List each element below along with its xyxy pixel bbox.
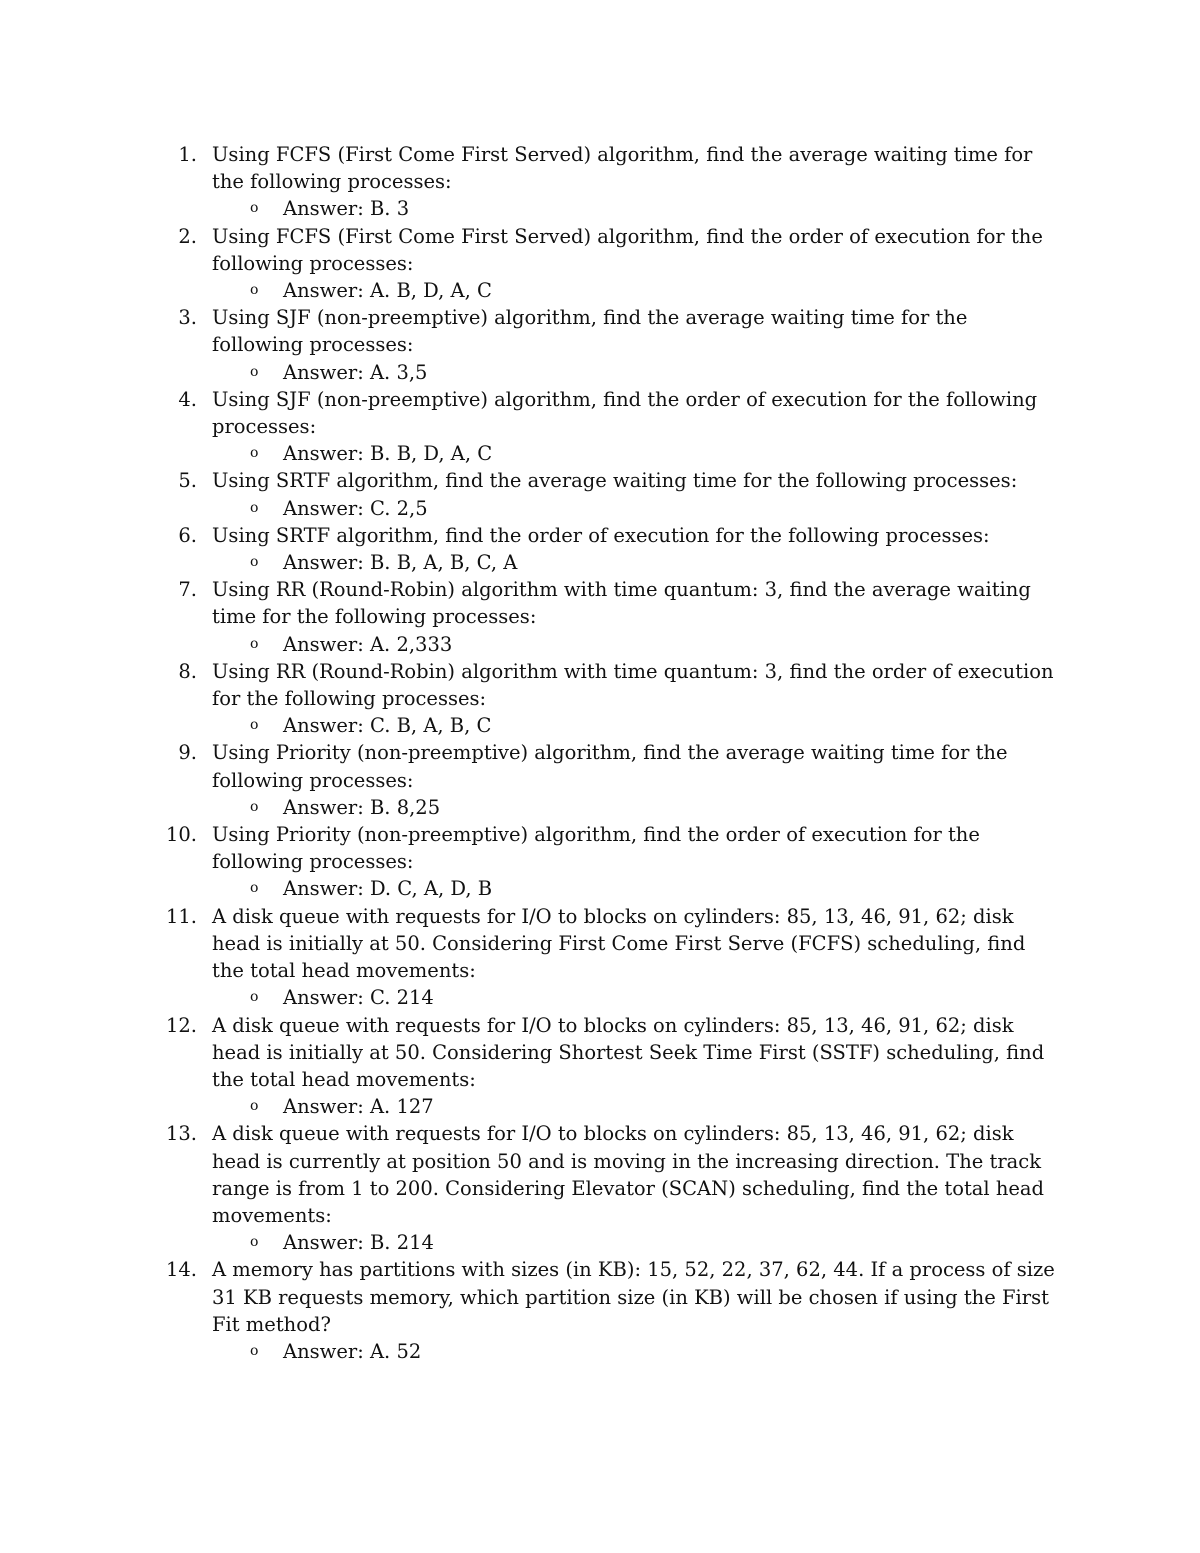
question-text: Using SJF (non-preemptive) algorithm, find the average waiting time for the following processes: [212,306,968,357]
question-number: 4. [178,387,197,411]
bullet-icon: o [250,1234,259,1251]
bullet-icon: o [250,1342,259,1359]
answer-line [250,631,1200,658]
answer-text: Answer: D. C, A, D, B [283,877,493,901]
question-line [0,1012,1200,1094]
bullet-icon: o [250,200,259,217]
question-item [0,467,1200,521]
question-text: Using RR (Round-Robin) algorithm with time quantum: 3, find the average waiting time for the following processes: [212,578,1031,629]
question-line [0,576,1200,630]
answer-line [250,712,1200,739]
answer-text: Answer: A. B, D, A, C [283,279,492,303]
bullet-icon: o [250,554,259,571]
answer-line [250,495,1200,522]
question-number: 14. [165,1258,197,1282]
answer-text: Answer: A. 52 [283,1339,422,1363]
answer-line [250,277,1200,304]
question-item [0,576,1200,658]
question-text: Using RR (Round-Robin) algorithm with time quantum: 3, find the order of execution for the following processes: [212,659,1054,711]
question-number: 13. [165,1122,197,1146]
answer-text: Answer: B. B, D, A, C [283,442,493,466]
question-text: Using FCFS (First Come First Served) algorithm, find the order of execution for the following processes: [212,224,1043,275]
question-number: 12. [165,1013,197,1037]
question-item [0,1256,1200,1365]
answer-line [250,1338,1200,1365]
answer-text: Answer: B. 3 [283,197,410,221]
question-text: A disk queue with requests for I/O to blocks on cylinders: 85, 13, 46, 91, 62; disk head is initially at 50. Considering First Come First Serve (FCFS) scheduling, find the total head movements: [212,904,1026,983]
question-number: 6. [178,523,197,547]
bullet-icon: o [250,717,259,734]
bullet-icon: o [250,635,259,652]
question-text: Using SRTF algorithm, find the average waiting time for the following processes: [212,469,1018,493]
answer-line [250,440,1200,467]
question-line [0,1120,1200,1229]
question-line [0,739,1200,793]
bullet-icon: o [250,989,259,1006]
question-number: 2. [178,224,197,248]
question-line [0,903,1200,985]
question-text: A memory has partitions with sizes (in KB): 15, 52, 22, 37, 62, 44. If a process of size 31 KB requests memory, which partition size (in KB) will be chosen if using the First Fit method? [212,1258,1055,1336]
question-line [0,1256,1200,1338]
question-text: Using SJF (non-preemptive) algorithm, find the order of execution for the following processes: [212,387,1038,439]
answer-line [250,875,1200,902]
answer-line [250,1093,1200,1120]
question-item [0,304,1200,386]
question-number: 3. [178,306,197,330]
question-line [0,821,1200,875]
bullet-icon: o [250,1098,259,1115]
question-text: Using SRTF algorithm, find the order of execution for the following processes: [212,523,990,547]
answer-line [250,195,1200,222]
question-item [0,658,1200,740]
question-number: 11. [165,904,197,928]
answer-text: Answer: C. B, A, B, C [283,714,492,738]
question-item [0,1012,1200,1121]
question-item [0,739,1200,821]
question-number: 10. [165,823,197,847]
answer-text: Answer: B. 214 [283,1231,434,1255]
answer-text: Answer: A. 127 [283,1095,434,1119]
bullet-icon: o [250,499,259,516]
question-line [0,522,1200,549]
question-line [0,141,1200,195]
answer-line [250,794,1200,821]
answer-text: Answer: A. 2,333 [283,632,453,656]
question-line [0,223,1200,277]
question-item [0,903,1200,1012]
answer-line [250,359,1200,386]
question-line [0,658,1200,712]
question-text: Using Priority (non-preemptive) algorithm, find the order of execution for the following processes: [212,823,980,874]
answer-text: Answer: C. 2,5 [283,496,428,520]
answer-text: Answer: B. 8,25 [283,795,441,819]
question-text: Using FCFS (First Come First Served) algorithm, find the average waiting time for the following processes: [212,143,1033,194]
bullet-icon: o [250,880,259,897]
question-number: 5. [178,469,197,493]
answer-text: Answer: C. 214 [283,986,434,1010]
question-item [0,141,1200,223]
question-text: A disk queue with requests for I/O to blocks on cylinders: 85, 13, 46, 91, 62; disk head is currently at position 50 and is moving in the increasing direction. The track range is from 1 to 200. Considering Elevator (SCAN) scheduling, find the total head movements: [212,1122,1045,1227]
answer-line [250,1229,1200,1256]
question-text: Using Priority (non-preemptive) algorithm, find the average waiting time for the following processes: [212,741,1008,792]
question-item [0,522,1200,576]
question-item [0,821,1200,903]
question-item [0,223,1200,305]
answer-line [250,984,1200,1011]
question-text: A disk queue with requests for I/O to blocks on cylinders: 85, 13, 46, 91, 62; disk head is initially at 50. Considering Shortest Seek Time First (SSTF) scheduling, find the total head movements: [212,1013,1045,1091]
question-number: 7. [178,578,197,602]
answer-text: Answer: B. B, A, B, C, A [283,551,518,575]
bullet-icon: o [250,798,259,815]
question-list [0,141,1200,1365]
question-line [0,304,1200,358]
bullet-icon: o [250,282,259,299]
bullet-icon: o [250,363,259,380]
bullet-icon: o [250,445,259,462]
answer-line [250,549,1200,576]
question-number: 1. [178,143,197,166]
answer-text: Answer: A. 3,5 [283,360,428,384]
question-line [0,467,1200,494]
question-line [0,386,1200,440]
question-item [0,1120,1200,1256]
question-number: 8. [178,659,197,683]
question-item [0,386,1200,468]
question-number: 9. [178,741,197,765]
